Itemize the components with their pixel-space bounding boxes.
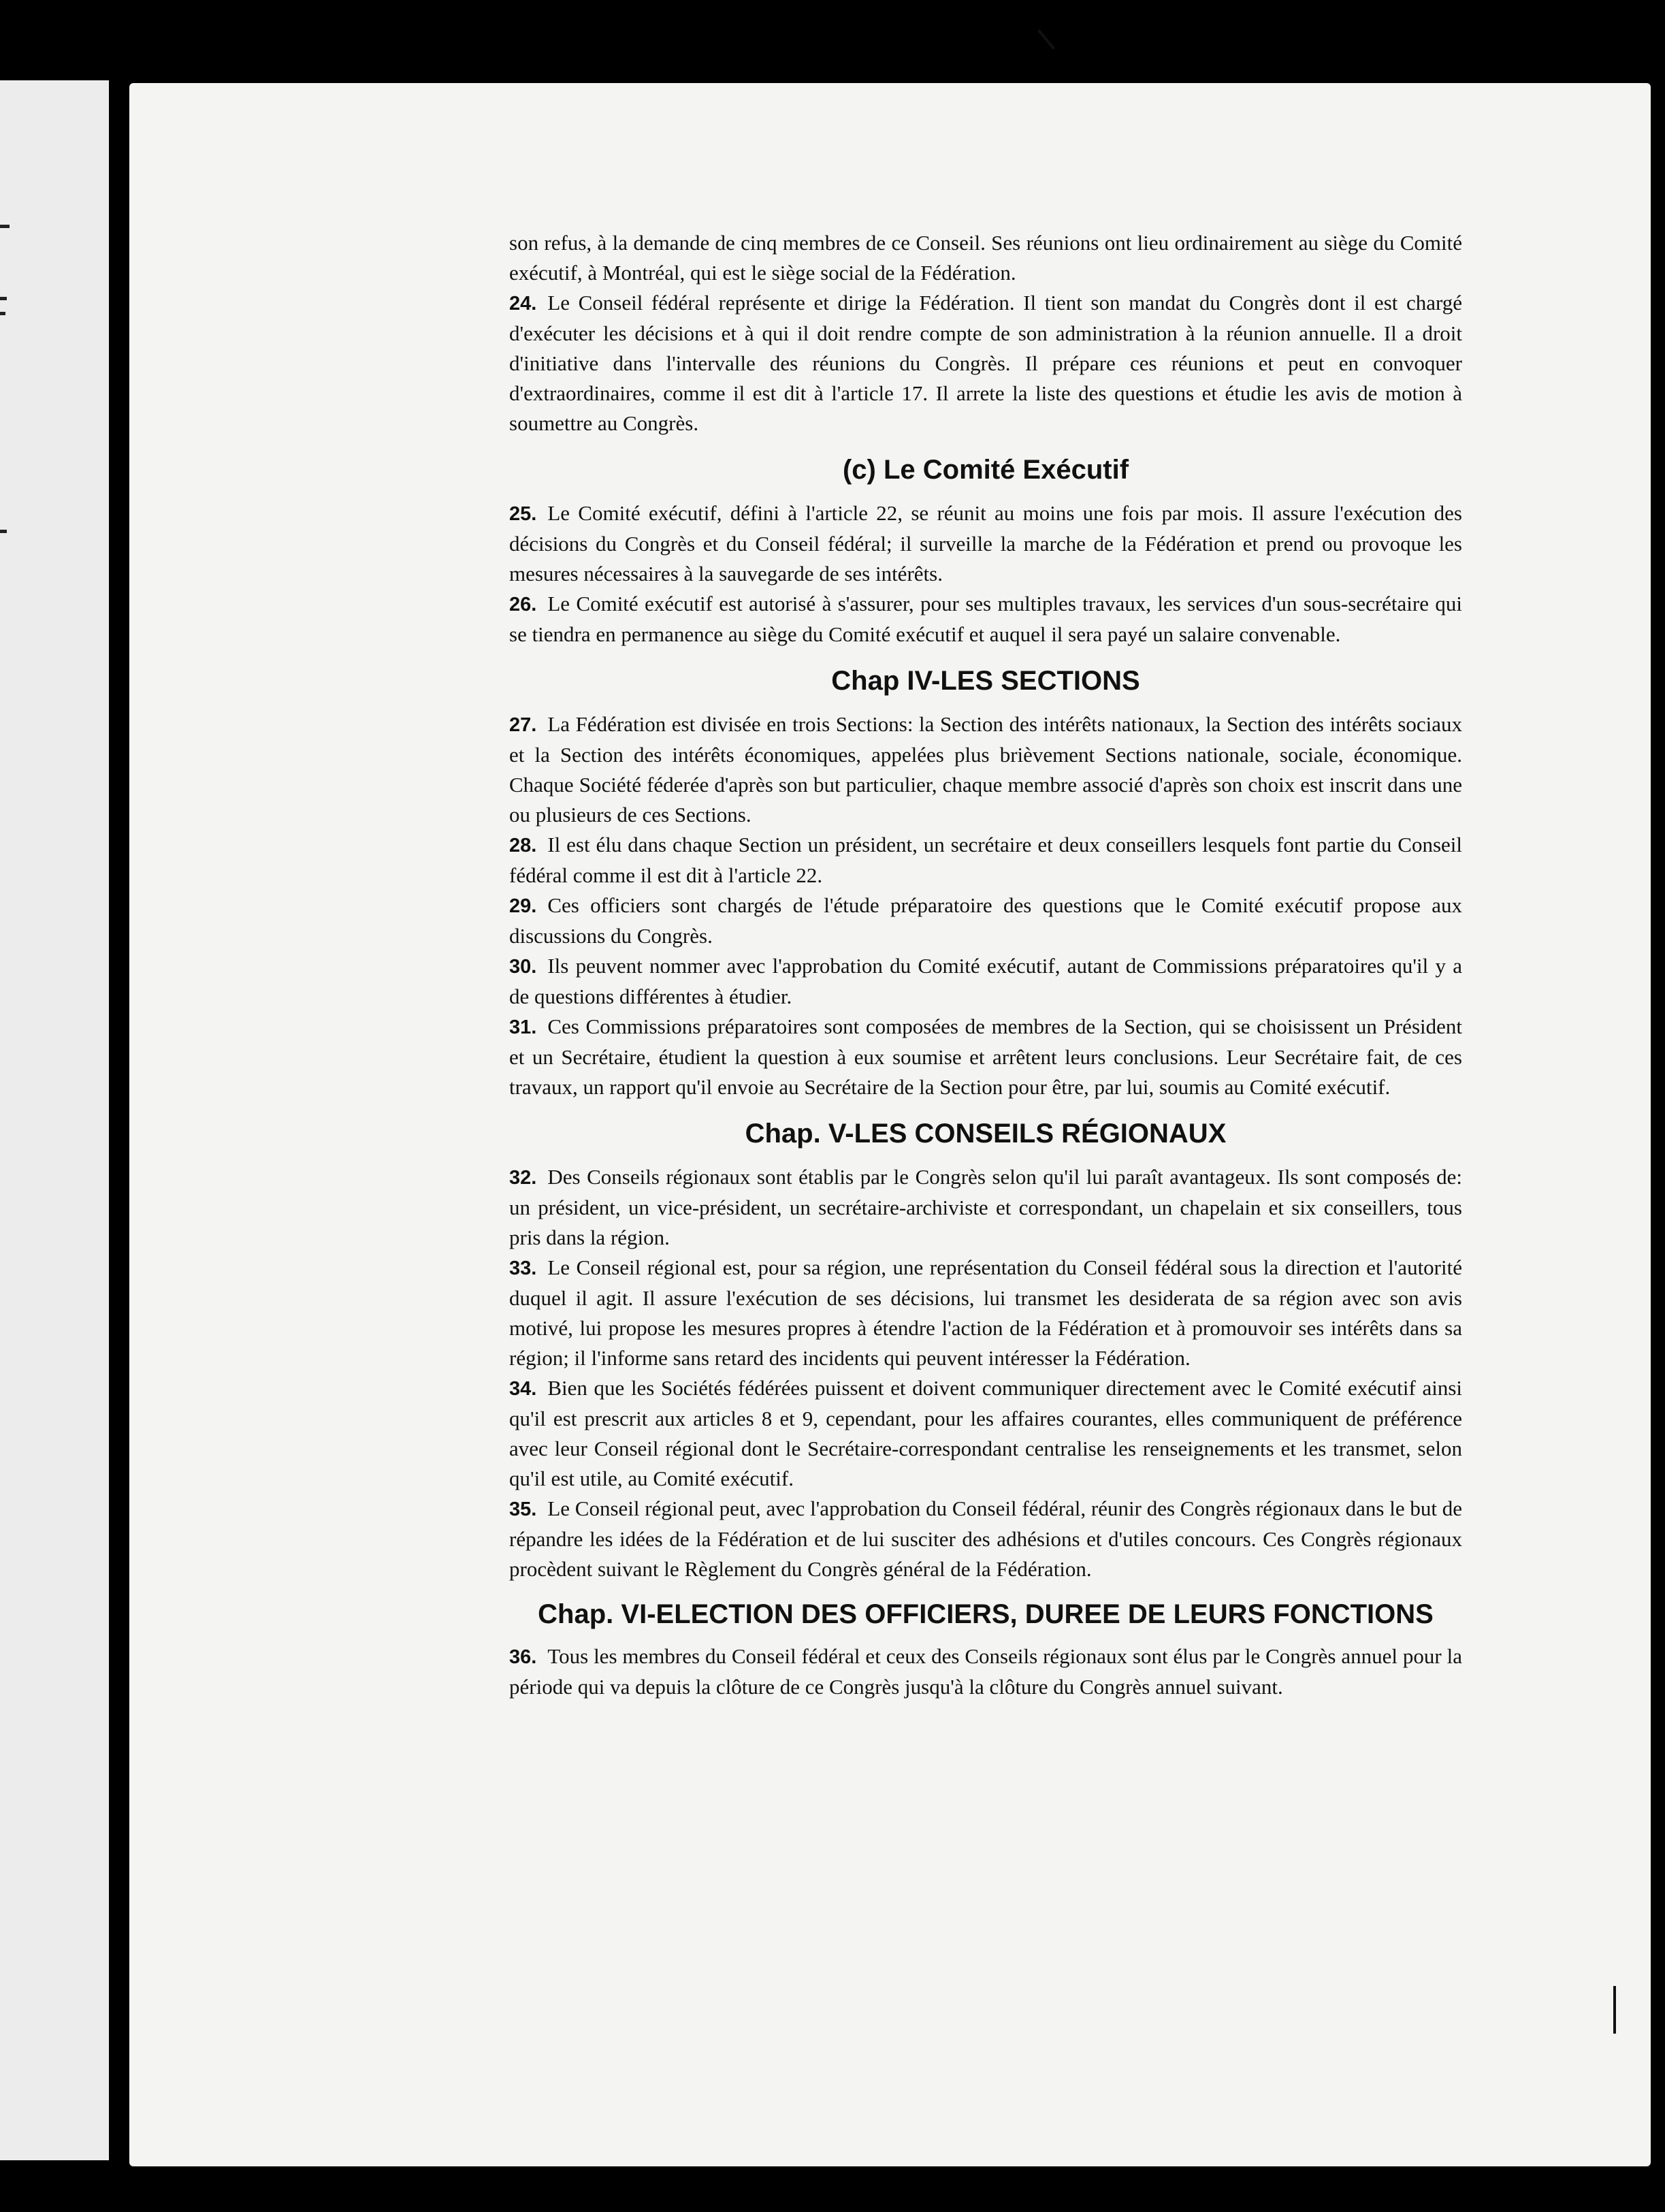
facing-page-mark (0, 297, 7, 300)
article-number: 26. (509, 594, 537, 615)
article-number: 27. (509, 714, 537, 736)
article-number: 33. (509, 1257, 537, 1279)
article-number: 31. (509, 1016, 537, 1038)
article-text: Le Comité exécutif est autorisé à s'assurer, pour ses multiples travaux, les services d'un sous-secrétaire qui se tiendra en permanence au siège du Comité exécutif et auquel il sera payé un salaire convenable. (509, 592, 1462, 646)
facing-page-mark (0, 312, 5, 315)
article-paragraph (509, 830, 1462, 891)
article-paragraph (509, 891, 1462, 951)
article-paragraph (509, 1373, 1462, 1494)
article-number: 29. (509, 895, 537, 917)
article-paragraph (509, 1162, 1462, 1253)
article-number: 32. (509, 1167, 537, 1189)
article-paragraph (509, 228, 1462, 288)
article-number: 28. (509, 835, 537, 856)
article-text: Ces officiers sont chargés de l'étude préparatoire des questions que le Comité exécutif propose aux discussions du Congrès. (509, 893, 1462, 948)
scan-mark (1037, 29, 1055, 50)
article-text: La Fédération est divisée en trois Sections: la Section des intérêts nationaux, la Section des intérêts sociaux et la Section des intérêts économiques, appelées plus brièvement Sections nationale, sociale, économique. Chaque Société féderée d'après son but particulier, chaque membre associé d'après son choix est inscrit dans une ou plusieurs de ces Sections. (509, 712, 1462, 827)
article-paragraph (509, 1641, 1462, 1702)
article-paragraph (509, 1253, 1462, 1373)
section-heading: Chap. VI-ELECTION DES OFFICIERS, DUREE DE LEURS FONCTIONS (538, 1599, 1434, 1629)
article-text: Ces Commissions préparatoires sont composées de membres de la Section, qui se choisissent un Président et un Secrétaire, étudient la question à eux soumise et arrêtent leurs conclusions. Leur Secrétaire fait, de ces travaux, un rapport qu'il envoie au Secrétaire de la Section pour être, par lui, soumis au Comité exécutif. (509, 1014, 1462, 1099)
article-paragraph (509, 1012, 1462, 1102)
article-number: 36. (509, 1646, 537, 1668)
facing-page-mark (0, 225, 10, 228)
article-text: Des Conseils régionaux sont établis par le Congrès selon qu'il lui paraît avantageux. Ils sont composés de: un président, un vice-président, un secrétaire-archiviste et correspondant, un chapelain et six conseillers, tous pris dans la région. (509, 1165, 1462, 1249)
article-paragraph (509, 589, 1462, 650)
article-paragraph (509, 288, 1462, 438)
article-text: Le Conseil régional est, pour sa région, une représentation du Conseil fédéral sous la direction et l'autorité duquel il agit. Il assure l'exécution de ses décisions, lui transmet les desiderata de sa région avec son avis motivé, lui propose les mesures propres à étendre l'action de la Fédération et à promouvoir ses intérêts dans sa région; il l'informe sans retard des incidents qui peuvent intéresser la Fédération. (509, 1255, 1462, 1370)
section-heading: Chap. V-LES CONSEILS RÉGIONAUX (745, 1119, 1227, 1149)
article-number: 25. (509, 503, 537, 525)
article-text: Le Conseil fédéral représente et dirige la Fédération. Il tient son mandat du Congrès dont il est chargé d'exécuter les décisions et à qui il doit rendre compte de son administration à la réunion annuelle. Il a droit d'initiative dans l'intervalle des réunions du Congrès. Il prépare ces réunions et peut en convoquer d'extraordinaires, comme il est dit à l'article 17. Il arrete la liste des questions et étudie les avis de motion à soumettre au Congrès. (509, 291, 1462, 435)
article-paragraph (509, 498, 1462, 589)
facing-page-mark (0, 530, 7, 533)
article-text: Il est élu dans chaque Section un président, un secrétaire et deux conseillers lesquels font partie du Conseil fédéral comme il est dit à l'article 22. (509, 833, 1462, 887)
article-text: Ils peuvent nommer avec l'approbation du Comité exécutif, autant de Commissions préparatoires qu'il y a de questions différentes à étudier. (509, 954, 1462, 1008)
article-number: 30. (509, 956, 537, 978)
article-text: son refus, à la demande de cinq membres de ce Conseil. Ses réunions ont lieu ordinairement au siège du Comité exécutif, à Montréal, qui est le siège social de la Fédération. (509, 231, 1462, 285)
document-body (509, 228, 1462, 1702)
facing-page-edge (0, 80, 109, 2160)
section-heading: Chap IV-LES SECTIONS (831, 666, 1140, 696)
article-text: Bien que les Sociétés fédérées puissent et doivent communiquer directement avec le Comité exécutif ainsi qu'il est prescrit aux articles 8 et 9, cependant, pour les affaires courantes, elles communiquent de préférence avec leur Conseil régional dont le Secrétaire-correspondant centralise les renseignements et les transmet, selon qu'il est utile, au Comité exécutif. (509, 1376, 1462, 1490)
article-number: 24. (509, 293, 537, 315)
article-text: Le Conseil régional peut, avec l'approbation du Conseil fédéral, réunir des Congrès régionaux dans le but de répandre les idées de la Fédération et de lui susciter des adhésions et d'utiles concours. Ces Congrès régionaux procèdent suivant le Règlement du Congrès général de la Fédération. (509, 1496, 1462, 1581)
section-heading: (c) Le Comité Exécutif (842, 455, 1129, 485)
article-text: Tous les membres du Conseil fédéral et ceux des Conseils régionaux sont élus par le Congrès annuel pour la période qui va depuis la clôture de ce Congrès jusqu'à la clôture du Congrès annuel suivant. (509, 1644, 1462, 1699)
article-number: 35. (509, 1498, 537, 1520)
article-paragraph (509, 1494, 1462, 1584)
article-paragraph (509, 951, 1462, 1012)
article-text: Le Comité exécutif, défini à l'article 22, se réunit au moins une fois par mois. Il assure l'exécution des décisions du Congrès et du Conseil fédéral; il surveille la marche de la Fédération et prend ou provoque les mesures nécessaires à la sauvegarde de ses intérêts. (509, 501, 1462, 586)
article-paragraph (509, 709, 1462, 830)
article-number: 34. (509, 1378, 537, 1400)
scan-mark (1613, 1986, 1616, 2034)
